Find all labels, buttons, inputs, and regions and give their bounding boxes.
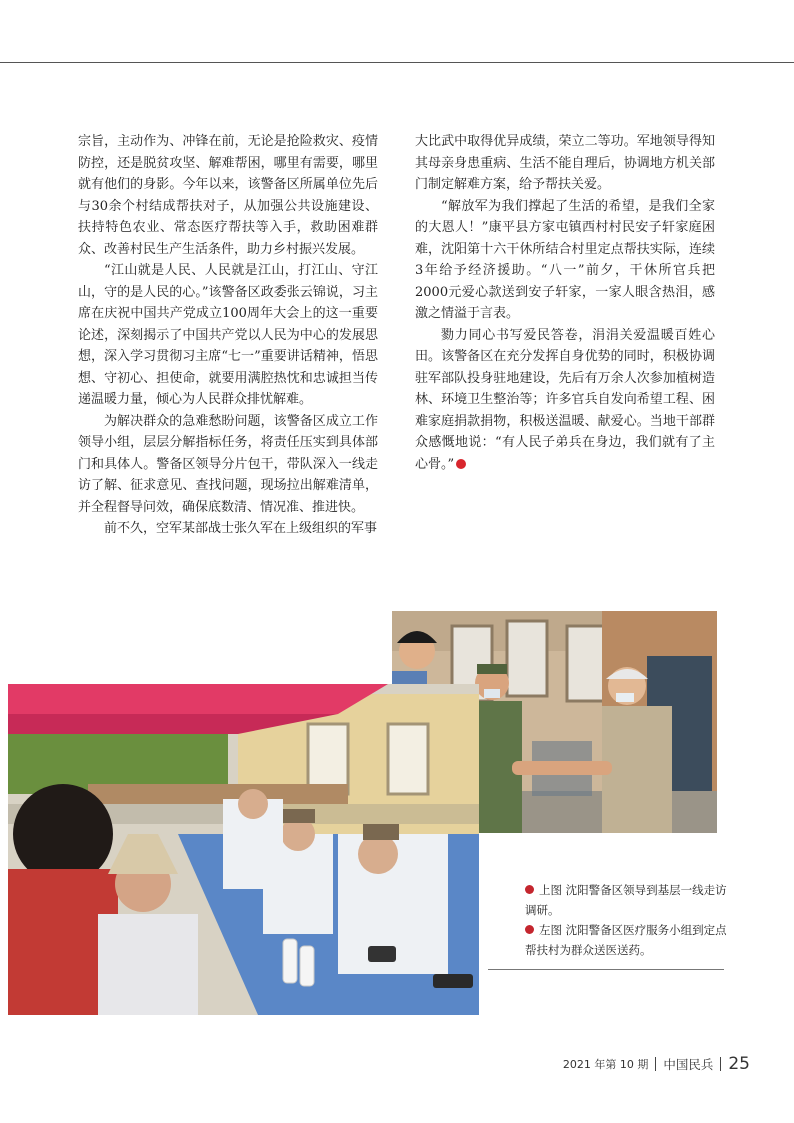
paragraph-final [415, 325, 715, 476]
article-right-column [415, 131, 715, 475]
article-left-column [78, 131, 378, 540]
bullet-icon [525, 885, 534, 894]
photo-medical-service [8, 684, 479, 1015]
end-of-article-icon [456, 459, 466, 469]
caption-left-photo: 左图 沈阳警备区医疗服务小组到定点帮扶村为群众送医送药。 [525, 923, 727, 957]
issue-label: 2021 年第 10 期 [562, 1058, 649, 1071]
paragraph: “江山就是人民、人民就是江山，打江山、守江山，守的是人民的心。”该警备区政委张云锦说，习主席在庆祝中国共产党成立100周年大会上的这一重要论述，深刻揭示了中国共产党以人民为中心的发展思想，深入学习贯彻习主席“七一”重要讲话精神，悟思想、守初心、担使命，就要用满腔热忱和忠诚担当传递温暖力量，倾心为人民群众排忧解难。 [78, 263, 378, 407]
magazine-name: 中国民兵 [663, 1057, 714, 1072]
paragraph-text: 勠力同心书写爱民答卷，涓涓关爱温暖百姓心田。该警备区在充分发挥自身优势的同时，积极协调驻军部队投身驻地建设，先后有万余人次参加植树造林、环境卫生整治等；许多官兵自发向希望工程、困难家庭捐款捐物，积极送温暖、献爱心。当地干部群众感慨地说：“有人民子弟兵在身边，我们就有了主心骨。” [415, 327, 715, 472]
paragraph: 大比武中取得优异成绩，荣立二等功。军地领导得知其母亲身患重病、生活不能自理后，协调地方机关部门制定解难方案，给予帮扶关爱。 [415, 134, 715, 192]
paragraph: “解放军为我们撑起了生活的希望，是我们全家的大恩人！”康平县方家屯镇西村村民安子轩家庭困难，沈阳第十六干休所结合村里定点帮扶实际，连续3年给予经济援助。“八一”前夕，干休所官兵把2000元爱心款送到安子轩家，一家人眼含热泪，感激之情溢于言表。 [415, 198, 715, 321]
paragraph: 前不久，空军某部战士张久军在上级组织的军事 [104, 521, 378, 536]
header-rule [0, 62, 794, 63]
bullet-icon [525, 925, 534, 934]
caption-divider [488, 969, 724, 970]
page-footer [563, 1054, 750, 1074]
paragraph: 为解决群众的急难愁盼问题，该警备区成立工作领导小组，层层分解指标任务，将责任压实到具体部门和具体人。警备区领导分片包干，带队深入一线走访了解、征求意见、查找问题，现场拉出解难清单，并全程督导问效，确保底数清、情况准、推进快。 [78, 413, 378, 515]
footer-divider [720, 1057, 721, 1071]
photo-captions [525, 880, 730, 960]
paragraph: 宗旨，主动作为、冲锋在前，无论是抢险救灾、疫情防控，还是脱贫攻坚、解难帮困，哪里有需要，哪里就有他们的身影。今年以来，该警备区所属单位先后与30余个村结成帮扶对子，从加强公共设施建设、扶持特色农业、常态医疗帮扶等入手，救助困难群众、改善村民生产生活条件，助力乡村振兴发展。 [78, 134, 378, 257]
page-number: 25 [728, 1054, 750, 1074]
footer-divider [655, 1057, 656, 1071]
photo-medical-service-illustration [8, 684, 479, 1015]
caption-top-photo: 上图 沈阳警备区领导到基层一线走访调研。 [525, 883, 727, 917]
